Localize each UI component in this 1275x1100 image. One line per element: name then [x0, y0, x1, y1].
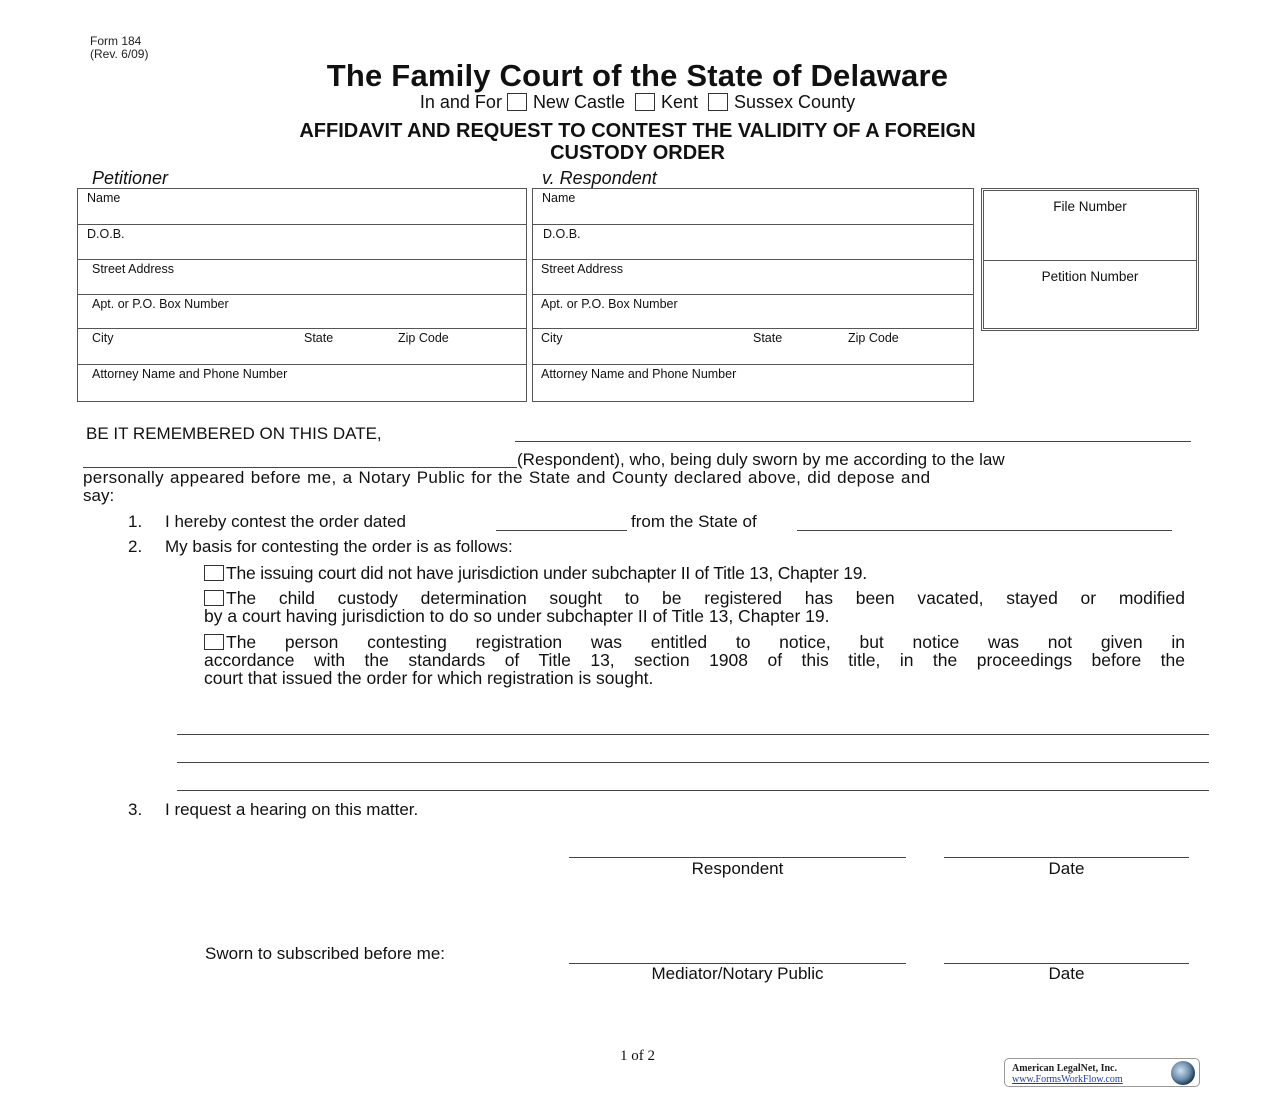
petition-number-field[interactable] — [984, 261, 1196, 328]
county-selector — [0, 92, 1275, 113]
field-label-city: City — [541, 331, 563, 345]
appeared-text: personally appeared before me, a Notary Public for the State and County declared above, did depose and — [83, 468, 931, 487]
field-label: Attorney Name and Phone Number — [541, 367, 737, 381]
court-title: The Family Court of the State of Delaware — [326, 58, 949, 93]
field-label-zip: Zip Code — [848, 331, 899, 345]
order-date-blank-line[interactable] — [496, 530, 627, 531]
basis-checkbox-3[interactable] — [204, 634, 224, 650]
item-2-number: 2. — [128, 537, 143, 556]
document-title-line-1: AFFIDAVIT AND REQUEST TO CONTEST THE VALIDITY OF A FOREIGN — [299, 120, 976, 142]
field-label-city: City — [92, 331, 114, 345]
explanation-line-2[interactable] — [177, 762, 1209, 763]
field-label: Name — [542, 191, 576, 205]
basis-option-3-line-2: accordance with the standards of Title 13, section 1908 of this title, in the proceedings before the — [204, 650, 1185, 670]
respondent-dob-field[interactable] — [533, 225, 973, 260]
brand-name: American LegalNet, Inc. — [1012, 1063, 1117, 1074]
field-label: D.O.B. — [87, 227, 125, 241]
basis-checkbox-1[interactable] — [204, 565, 224, 581]
petitioner-dob-field[interactable] — [78, 225, 526, 260]
field-label-state: State — [753, 331, 783, 345]
item-2-text: My basis for contesting the order is as follows: — [165, 537, 513, 556]
remembered-text: BE IT REMEMBERED ON THIS DATE, — [86, 424, 382, 443]
date-blank-line[interactable] — [515, 441, 1191, 442]
field-label: D.O.B. — [543, 227, 581, 241]
document-title — [100, 120, 1175, 164]
county-checkbox-new-castle[interactable] — [507, 93, 527, 111]
county-label-sussex: Sussex County — [734, 92, 856, 112]
explanation-line-3[interactable] — [177, 790, 1209, 791]
brand-url-link[interactable]: www.FormsWorkFlow.com — [1012, 1074, 1123, 1085]
petitioner-box — [77, 188, 527, 402]
petitioner-name-field[interactable] — [78, 189, 526, 225]
county-checkbox-kent[interactable] — [635, 93, 655, 111]
respondent-box — [532, 188, 974, 402]
page-number: 1 of 2 — [620, 1048, 655, 1064]
field-label: Apt. or P.O. Box Number — [92, 297, 229, 311]
explanation-line-1[interactable] — [177, 734, 1209, 735]
basis-option-3 — [204, 633, 1185, 687]
field-label-state: State — [304, 331, 334, 345]
case-number-box — [981, 188, 1199, 331]
field-label: Attorney Name and Phone Number — [92, 367, 288, 381]
file-number-field[interactable] — [984, 191, 1196, 261]
field-label: Apt. or P.O. Box Number — [541, 297, 678, 311]
respondent-clause-text: (Respondent), who, being duly sworn by me according to the law — [517, 450, 1005, 469]
basis-option-1-text: The issuing court did not have jurisdiction under subchapter II of Title 13, Chapter 19. — [226, 563, 867, 583]
state-blank-line[interactable] — [797, 530, 1172, 531]
petitioner-attorney-field[interactable] — [78, 365, 526, 401]
form-number: Form 184 — [90, 34, 142, 48]
petitioner-street-field[interactable] — [78, 260, 526, 295]
field-label-zip: Zip Code — [398, 331, 449, 345]
respondent-date-line[interactable] — [944, 857, 1189, 858]
item-1-from-text: from the State of — [631, 512, 757, 531]
petitioner-label: Petitioner — [92, 168, 169, 188]
file-number-label: File Number — [1053, 199, 1127, 214]
county-checkbox-sussex[interactable] — [708, 93, 728, 111]
petitioner-city-state-zip-field[interactable] — [78, 329, 526, 365]
basis-option-3-line-1: The person contesting registration was entitled to notice, but notice was not given in — [226, 632, 1185, 652]
respondent-attorney-field[interactable] — [533, 365, 973, 401]
basis-option-2-line-1: The child custody determination sought to be registered has been vacated, stayed or modified — [226, 588, 1185, 608]
document-title-line-2: CUSTODY ORDER — [550, 142, 725, 164]
respondent-signature-line[interactable] — [569, 857, 906, 858]
form-revision: (Rev. 6/09) — [90, 47, 149, 61]
respondent-city-state-zip-field[interactable] — [533, 329, 973, 365]
field-label: Street Address — [92, 262, 174, 276]
respondent-name-field[interactable] — [533, 189, 973, 225]
county-label-new-castle: New Castle — [532, 92, 625, 112]
basis-checkbox-2[interactable] — [204, 590, 224, 606]
item-1-text: I hereby contest the order dated — [165, 512, 406, 531]
county-label-kent: Kent — [660, 92, 699, 112]
basis-option-3-line-3: court that issued the order for which registration is sought. — [204, 668, 654, 688]
basis-option-2 — [204, 589, 1185, 625]
basis-option-2-line-2: by a court having jurisdiction to do so under subchapter II of Title 13, Chapter 19. — [204, 606, 830, 626]
globe-logo-icon — [1171, 1061, 1195, 1085]
respondent-date-label: Date — [1048, 859, 1085, 878]
field-label: Street Address — [541, 262, 623, 276]
item-1-number: 1. — [128, 512, 143, 531]
respondent-signature-label: Respondent — [691, 859, 784, 878]
basis-option-1 — [204, 563, 867, 584]
field-label: Name — [87, 191, 121, 205]
petition-number-label: Petition Number — [1041, 269, 1139, 284]
respondent-street-field[interactable] — [533, 260, 973, 295]
brand-badge[interactable] — [1004, 1058, 1200, 1087]
say-text: say: — [83, 486, 115, 505]
notary-signature-label: Mediator/Notary Public — [651, 964, 824, 983]
in-and-for-label: In and For — [419, 92, 502, 112]
sworn-text: Sworn to subscribed before me: — [205, 944, 446, 963]
respondent-label: v. Respondent — [542, 168, 657, 188]
respondent-apt-field[interactable] — [533, 295, 973, 329]
item-3-number: 3. — [128, 800, 143, 819]
item-3-text: I request a hearing on this matter. — [165, 800, 419, 819]
petitioner-apt-field[interactable] — [78, 295, 526, 329]
notary-date-label: Date — [1048, 964, 1085, 983]
